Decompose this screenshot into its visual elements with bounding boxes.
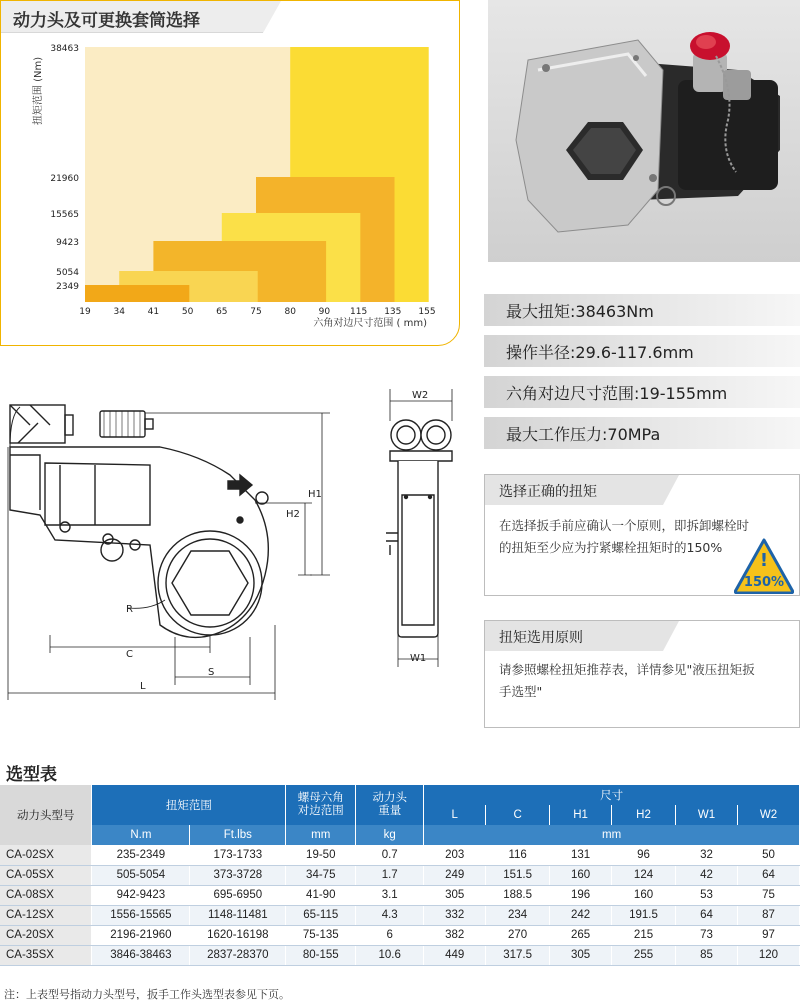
wrench-front-view-drawing [376,385,466,685]
table-cell-model: CA-05SX [0,865,92,885]
table-cell: 373-3728 [190,865,286,885]
info-box-text: 请参照螺栓扭矩推荐表，详情参见"液压扭矩扳 手选型" [499,662,755,699]
table-cell: 249 [424,865,486,885]
torque-chart [1,1,461,347]
chart-x-tick-label: 41 [147,307,160,317]
header-dim-h1: H1 [550,805,612,825]
table-cell: 131 [550,845,612,865]
table-cell: 64 [676,905,738,925]
table-cell: 173-1733 [190,845,286,865]
table-cell: 0.7 [356,845,424,865]
table-cell: 32 [676,845,738,865]
table-cell: 305 [424,885,486,905]
info-box-heading: 扭矩选用原则 [499,630,583,646]
chart-x-tick-label: 50 [181,307,194,317]
dim-label-c: C [126,649,133,660]
header-dim-c: C [486,805,550,825]
svg-text:!: ! [759,550,769,571]
table-cell: 1148-11481 [190,905,286,925]
table-cell: 942-9423 [92,885,190,905]
table-cell: 449 [424,945,486,965]
chart-y-tick-label: 15565 [50,210,79,220]
spec-operating-radius: 操作半径:29.6-117.6mm [484,335,800,367]
spec-max-torque: 最大扭矩:38463Nm [484,294,800,326]
chart-y-tick-label: 9423 [56,238,79,248]
header-size: 尺寸 [424,785,800,805]
table-cell: 34-75 [286,865,356,885]
table-cell: 53 [676,885,738,905]
info-box-text: 在选择扳手前应确认一个原则，即拆卸螺栓时 的扭矩至少应为拧紧螺栓扭矩时的150% [499,518,750,555]
table-cell: 191.5 [612,905,676,925]
table-cell: 196 [550,885,612,905]
table-cell: 382 [424,925,486,945]
table-cell: 124 [612,865,676,885]
chart-x-axis-label: 六角对边尺寸范围 ( mm) [313,318,427,329]
table-cell: 75 [737,885,799,905]
table-cell: 65-115 [286,905,356,925]
table-cell: 505-5054 [92,865,190,885]
info-box-torque-principle [484,620,800,728]
table-cell: 87 [737,905,799,925]
header-dim-w2: W2 [737,805,799,825]
chart-y-tick-label: 2349 [56,282,79,292]
table-cell: 255 [612,945,676,965]
chart-x-tick-label: 135 [384,307,402,317]
chart-x-tick-label: 80 [284,307,296,317]
chart-x-tick-label: 75 [250,307,262,317]
table-cell: 10.6 [356,945,424,965]
chart-x-tick-label: 115 [350,307,368,317]
unit-dims-mm: mm [424,825,800,845]
chart-x-ticks [79,307,435,317]
table-cell-model: CA-35SX [0,945,92,965]
table-cell: 116 [486,845,550,865]
table-cell: 151.5 [486,865,550,885]
table-cell: 1620-16198 [190,925,286,945]
table-cell: 695-6950 [190,885,286,905]
table-cell-model: CA-20SX [0,925,92,945]
table-cell: 85 [676,945,738,965]
table-row [0,905,800,925]
table-cell: 73 [676,925,738,945]
table-cell: 41-90 [286,885,356,905]
table-cell: 64 [737,865,799,885]
product-photo [488,0,800,262]
table-cell: 242 [550,905,612,925]
header-weight: 动力头 重量 [356,785,424,825]
warning-150-badge-icon [734,538,794,594]
table-row [0,925,800,945]
chart-y-tick-label: 38463 [50,44,79,54]
table-cell: 6 [356,925,424,945]
dim-label-w2: W2 [412,390,429,401]
svg-text:150%: 150% [743,575,785,590]
selection-table-title: 选型表 [6,765,57,785]
table-cell: 42 [676,865,738,885]
table-cell: 50 [737,845,799,865]
table-cell: 3846-38463 [92,945,190,965]
table-cell: 215 [612,925,676,945]
chart-x-tick-label: 65 [216,307,228,317]
table-row [0,865,800,885]
table-row [0,845,800,865]
table-cell: 1.7 [356,865,424,885]
table-cell: 234 [486,905,550,925]
dim-label-w1: W1 [410,653,427,664]
table-cell: 305 [550,945,612,965]
spec-max-pressure: 最大工作压力:70MPa [484,417,800,449]
chart-x-tick-label: 155 [418,307,436,317]
dim-label-l: L [140,681,146,692]
header-dim-h2: H2 [612,805,676,825]
table-footnote: 注：上表型号指动力头型号，扳手工作头选型表参见下页。 [4,988,290,1000]
table-row [0,945,800,965]
chart-y-tick-label: 5054 [56,268,79,278]
table-cell: 2196-21960 [92,925,190,945]
chart-y-tick-label: 21960 [50,174,79,184]
header-dim-l: L [424,805,486,825]
header-dim-w1: W1 [676,805,738,825]
table-cell: 188.5 [486,885,550,905]
chart-y-ticks [50,44,79,292]
table-cell: 317.5 [486,945,550,965]
header-torque-range: 扭矩范围 [92,785,286,825]
dim-label-h1: H1 [308,489,322,500]
table-cell-model: CA-08SX [0,885,92,905]
table-cell-model: CA-12SX [0,905,92,925]
spec-hex-range: 六角对边尺寸范围:19-155mm [484,376,800,408]
table-cell: 3.1 [356,885,424,905]
table-cell: 160 [550,865,612,885]
selection-table-body [0,845,800,965]
table-cell: 235-2349 [92,845,190,865]
table-cell: 80-155 [286,945,356,965]
unit-nm: N.m [92,825,190,845]
header-model: 动力头型号 [0,785,92,845]
table-cell: 160 [612,885,676,905]
chart-y-axis-label: 扭矩范围 (Nm) [33,56,44,126]
table-cell-model: CA-02SX [0,845,92,865]
info-box-heading: 选择正确的扭矩 [499,484,597,500]
table-row [0,885,800,905]
table-cell: 96 [612,845,676,865]
unit-kg: kg [356,825,424,845]
wrench-side-view-drawing [0,385,340,705]
selection-table [0,785,800,966]
table-cell: 120 [737,945,799,965]
table-cell: 332 [424,905,486,925]
dim-label-r: R [126,604,133,615]
table-cell: 19-50 [286,845,356,865]
header-nut-range: 螺母六角 对边范围 [286,785,356,825]
unit-ftlbs: Ft.lbs [190,825,286,845]
dim-label-s: S [208,667,215,678]
table-cell: 270 [486,925,550,945]
chart-x-tick-label: 19 [79,307,91,317]
table-cell: 203 [424,845,486,865]
table-cell: 75-135 [286,925,356,945]
hydraulic-wrench-image [488,0,800,262]
table-cell: 265 [550,925,612,945]
chart-x-tick-label: 90 [318,307,331,317]
info-box-heading-bar [485,475,663,505]
info-box-heading-bar [485,621,663,651]
unit-mm: mm [286,825,356,845]
torque-selection-chart-panel [0,0,460,346]
table-cell: 1556-15565 [92,905,190,925]
chart-bar [85,285,189,302]
chart-x-tick-label: 34 [113,307,125,317]
chart-title: 动力头及可更换套筒选择 [13,11,200,31]
table-cell: 2837-28370 [190,945,286,965]
chart-title-tab [1,1,263,33]
dim-label-h2: H2 [286,509,300,520]
table-cell: 4.3 [356,905,424,925]
table-cell: 97 [737,925,799,945]
